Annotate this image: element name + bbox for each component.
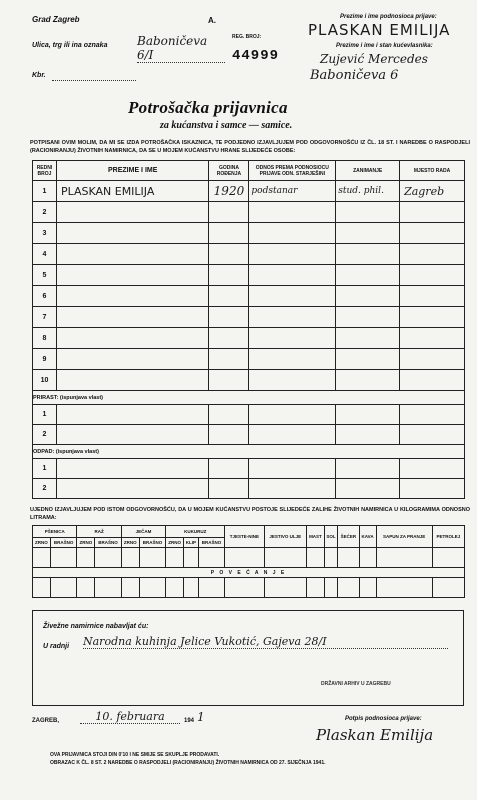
- food-group-row: [33, 526, 465, 538]
- street-value: Baboničeva 6/I: [137, 34, 225, 63]
- food-sub: BRAŠNO: [50, 538, 77, 548]
- row-number: 4: [33, 244, 57, 265]
- table-row: [33, 181, 465, 202]
- intro-text: POTPISANI OVIM MOLIM, DA MI SE IZDA POTROŠAČKA ISKAZNICA, TE PODJEDNO IZJAVLJUJEM POD ODGOVORNOŠĆU IZ ČL. 18 ST. I NAREDBE O RASPODJELI (RACIONIRANJU) ŽIVOTNIH NAMIRNICA, DA SE U MOJEM KUĆANSTVU HRANE SLIJEDEĆE OSOBE:: [30, 140, 470, 154]
- kbr-line: [52, 80, 136, 81]
- landlord-label: Prezime i ime i stan kućevlasnika:: [336, 43, 433, 49]
- food-group: TJESTE-NINE: [225, 526, 264, 548]
- signature-label: Potpis podnosioca prijave:: [345, 716, 422, 722]
- col-header-number: REDNI BROJ: [33, 161, 57, 181]
- food-group: MAST: [307, 526, 325, 548]
- landlord-address: Baboničeva 6: [310, 68, 399, 83]
- food-sub: ZRNO: [121, 538, 139, 548]
- food-value-row: [33, 578, 465, 598]
- food-sub: ZRNO: [33, 538, 51, 548]
- table-row: [33, 223, 465, 244]
- table-row: [33, 265, 465, 286]
- year-prefix: 194: [184, 718, 195, 724]
- reg-number-label: REG. BROJ:: [232, 34, 262, 40]
- declaration-text: UJEDNO IZJAVLJUJEM POD ISTOM ODGOVORNOŠĆU, DA U MOJEM KUĆANSTVU POSTOJE SLIJEDEĆE ZALIHE ŽIVOTNIH NAMIRNICA U KILOGRAMIMA ODNOSNO LITRAMA:: [30, 507, 470, 521]
- food-group: PŠENICA: [33, 526, 77, 538]
- arrivals-label: PRIRAST: (ispunjava vlast): [33, 391, 465, 405]
- person-place: Zagreb: [400, 181, 465, 202]
- regulation-note: OBRAZAC K ČL. 8 ST. 2 NAREDBE O RASPODJELI (RACIONIRANJU) ŽIVOTNIH NAMIRNICA OD 27. SIJEČNJA 1941.: [50, 760, 326, 766]
- row-number: 8: [33, 328, 57, 349]
- table-row: [33, 405, 465, 425]
- food-increase-row: [33, 568, 465, 578]
- food-sub: BRAŠNO: [198, 538, 225, 548]
- food-sub: ZRNO: [166, 538, 184, 548]
- persons-table: [32, 160, 465, 499]
- year-suffix: 1: [197, 710, 205, 724]
- supply-box: [32, 610, 464, 706]
- col-header-relation: ODNOS PREMA PODNOSIOCU PRIJAVE ODN. STARJEŠINI: [249, 161, 336, 181]
- row-number: 1: [33, 459, 57, 479]
- row-number: 6: [33, 286, 57, 307]
- row-number: 2: [33, 202, 57, 223]
- person-year: 1920: [209, 181, 249, 202]
- table-row: [33, 479, 465, 499]
- col-header-place: MJESTO RADA: [400, 161, 465, 181]
- departures-section-row: [33, 445, 465, 459]
- table-row: [33, 459, 465, 479]
- food-group: KUKURUZ: [166, 526, 225, 538]
- person-occupation: stud. phil.: [336, 181, 400, 202]
- person-relation: podstanar: [249, 181, 336, 202]
- landlord-value: Zujević Mercedes: [320, 52, 428, 66]
- supply-label: Živežne namirnice nabavljat ću:: [43, 623, 149, 630]
- row-number: 7: [33, 307, 57, 328]
- row-number: 5: [33, 265, 57, 286]
- table-row: [33, 328, 465, 349]
- table-row: [33, 286, 465, 307]
- row-number: 2: [33, 425, 57, 445]
- col-header-occupation: ZANIMANJE: [336, 161, 400, 181]
- kbr-label: Kbr.: [32, 72, 46, 79]
- col-header-name: PREZIME I IME: [56, 161, 209, 181]
- col-header-year: GODINA ROĐENJA: [209, 161, 249, 181]
- table-row: [33, 307, 465, 328]
- row-number: 2: [33, 479, 57, 499]
- date-value: 10. februara: [80, 710, 180, 724]
- city-label: Grad Zagreb: [32, 15, 80, 24]
- signature-value: Plaskan Emilija: [316, 726, 434, 744]
- table-row: [33, 349, 465, 370]
- table-row: [33, 425, 465, 445]
- food-sub: ZRNO: [77, 538, 95, 548]
- row-number: 10: [33, 370, 57, 391]
- table-row: [33, 370, 465, 391]
- form-subtitle: za kućanstva i samce — samice.: [160, 120, 293, 131]
- series-letter: A.: [208, 16, 216, 25]
- food-sub: KLIP: [184, 538, 199, 548]
- arrivals-section-row: [33, 391, 465, 405]
- food-sub: BRAŠNO: [95, 538, 122, 548]
- food-value-row: [33, 548, 465, 568]
- shop-value: Narodna kuhinja Jelice Vukotić, Gajeva 28/I: [83, 635, 448, 649]
- form-title: Potrošačka prijavnica: [128, 98, 288, 117]
- reg-number: 44999: [232, 48, 280, 64]
- food-sub: BRAŠNO: [139, 538, 166, 548]
- food-stock-table: [32, 525, 465, 598]
- archive-stamp: DRŽAVNI ARHIV U ZAGREBU: [321, 681, 391, 687]
- food-group: JESTIVO ULJE: [264, 526, 306, 548]
- row-number: 3: [33, 223, 57, 244]
- applicant-value: PLASKAN EMILIJA: [308, 21, 451, 39]
- price-note: OVA PRIJAVNICA STOJI DIN 0'10 I NE SMIJE SE SKUPLJE PRODAVATI.: [50, 752, 220, 758]
- increase-label: P O V E Ć A N J E: [33, 568, 465, 578]
- row-number: 1: [33, 181, 57, 202]
- street-label: Ulica, trg ili ina oznaka: [32, 42, 108, 49]
- food-group: JEČAM: [121, 526, 165, 538]
- persons-header-row: [33, 161, 465, 181]
- row-number: 9: [33, 349, 57, 370]
- shop-label: U radnji: [43, 643, 70, 650]
- departures-label: ODPAD: (ispunjava vlast): [33, 445, 465, 459]
- food-group: RAŽ: [77, 526, 121, 538]
- food-group: SOL: [324, 526, 337, 548]
- table-row: [33, 244, 465, 265]
- place-label: ZAGREB,: [32, 718, 59, 724]
- food-group: SAPUN ZA PRANJE: [376, 526, 432, 548]
- food-group: KAVA: [359, 526, 376, 548]
- row-number: 1: [33, 405, 57, 425]
- food-group: ŠEĆER: [338, 526, 359, 548]
- food-group: PETROLEJ: [432, 526, 464, 548]
- applicant-label: Prezime i ime podnosioca prijave:: [340, 14, 437, 20]
- person-name: PLASKAN EMILIJA: [56, 181, 209, 202]
- table-row: [33, 202, 465, 223]
